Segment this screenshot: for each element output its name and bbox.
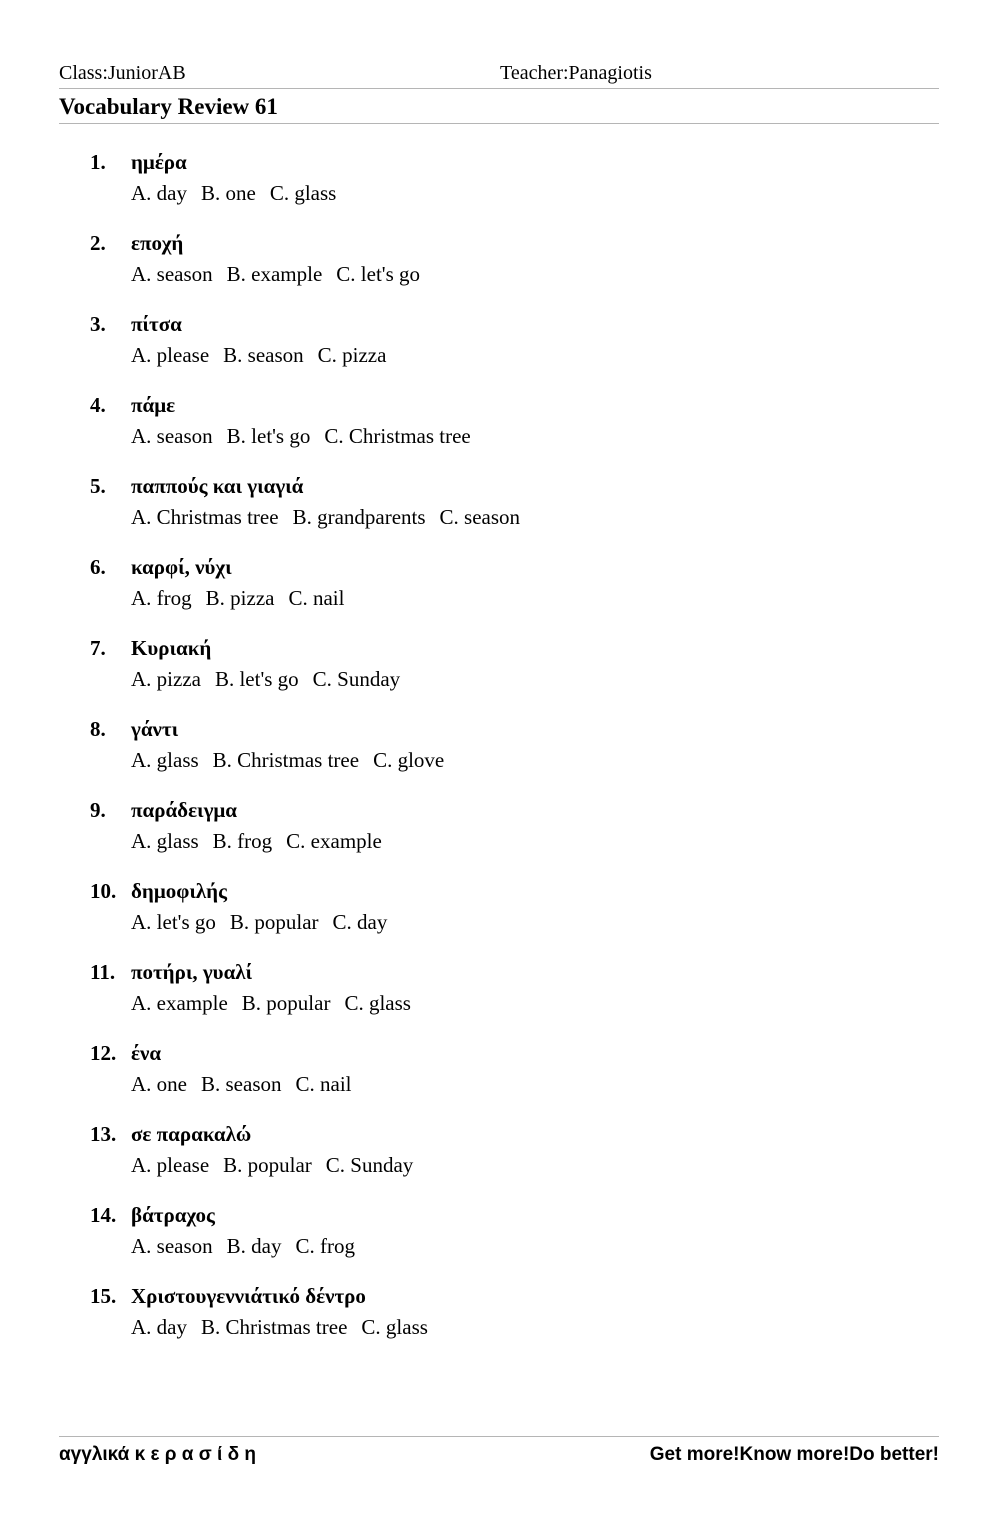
answer-options [131, 1153, 427, 1178]
question-number: 15. [90, 1284, 117, 1308]
answer-option[interactable]: B. pizza [205, 586, 275, 610]
answer-option[interactable]: A. example [131, 991, 228, 1015]
answer-option[interactable]: A. glass [131, 748, 199, 772]
question-word: ημέρα [131, 150, 187, 174]
answer-option[interactable]: A. season [131, 1234, 213, 1258]
answer-option[interactable]: B. day [226, 1234, 282, 1258]
answer-options [131, 910, 401, 935]
answer-option[interactable]: A. glass [131, 829, 199, 853]
answer-option[interactable]: C. glass [269, 181, 337, 205]
question-word: σε παρακαλώ [131, 1122, 252, 1146]
question-word: δημοφιλής [131, 879, 227, 903]
question-word: γάντι [131, 717, 179, 741]
question-word: παράδειγμα [131, 798, 238, 822]
question-word: πίτσα [131, 312, 182, 336]
answer-options [131, 181, 350, 206]
answer-options [131, 424, 485, 449]
answer-option[interactable]: C. Sunday [325, 1153, 414, 1177]
question-number: 9. [90, 798, 106, 822]
answer-option[interactable]: C. glove [373, 748, 445, 772]
question-number: 13. [90, 1122, 117, 1146]
answer-option[interactable]: B. grandparents [292, 505, 426, 529]
answer-option[interactable]: B. Christmas tree [212, 748, 360, 772]
question-item [90, 879, 910, 960]
answer-options [131, 1234, 369, 1259]
answer-options [131, 748, 458, 773]
teacher-label: Teacher:Panagiotis [500, 62, 652, 84]
question-word: Κυριακή [131, 636, 212, 660]
footer-slogan: Get more!Know more!Do better! [649, 1444, 939, 1465]
question-word: βάτραχος [131, 1203, 215, 1227]
answer-option[interactable]: B. popular [223, 1153, 312, 1177]
page-header [59, 62, 939, 89]
question-item [90, 150, 910, 231]
answer-option[interactable]: A. day [131, 1315, 187, 1339]
question-list [90, 150, 910, 1365]
question-number: 6. [90, 555, 106, 579]
question-number: 1. [90, 150, 106, 174]
answer-option[interactable]: C. let's go [336, 262, 420, 286]
answer-option[interactable]: C. pizza [317, 343, 387, 367]
question-word: καρφί, νύχι [131, 555, 232, 579]
question-number: 14. [90, 1203, 117, 1227]
question-word: ένα [131, 1041, 162, 1065]
question-item [90, 798, 910, 879]
question-number: 12. [90, 1041, 117, 1065]
answer-option[interactable]: A. season [131, 262, 213, 286]
answer-option[interactable]: B. one [201, 181, 256, 205]
answer-option[interactable]: C. example [286, 829, 382, 853]
question-item [90, 1284, 910, 1365]
question-word: εποχή [131, 231, 184, 255]
answer-option[interactable]: A. day [131, 181, 187, 205]
question-number: 4. [90, 393, 106, 417]
question-number: 10. [90, 879, 117, 903]
question-item [90, 960, 910, 1041]
answer-option[interactable]: B. popular [229, 910, 319, 934]
page-footer [59, 1436, 939, 1477]
question-number: 2. [90, 231, 106, 255]
question-item [90, 474, 910, 555]
answer-option[interactable]: C. day [332, 910, 388, 934]
question-item [90, 1122, 910, 1203]
answer-option[interactable]: A. season [131, 424, 213, 448]
answer-option[interactable]: A. one [131, 1072, 187, 1096]
question-number: 11. [90, 960, 116, 984]
question-item [90, 717, 910, 798]
answer-options [131, 343, 400, 368]
title-bar [59, 94, 939, 124]
answer-option[interactable]: B. let's go [214, 667, 299, 691]
question-word: Χριστουγεννιάτικό δέντρο [131, 1284, 366, 1308]
question-item [90, 393, 910, 474]
question-item [90, 636, 910, 717]
answer-option[interactable]: B. Christmas tree [201, 1315, 348, 1339]
answer-option[interactable]: C. season [439, 505, 521, 529]
answer-option[interactable]: B. let's go [226, 424, 311, 448]
answer-option[interactable]: B. frog [212, 829, 273, 853]
answer-option[interactable]: A. frog [131, 586, 192, 610]
answer-option[interactable]: B. season [223, 343, 304, 367]
answer-options [131, 1072, 366, 1097]
answer-options [131, 991, 425, 1016]
question-number: 7. [90, 636, 106, 660]
answer-option[interactable]: C. glass [361, 1315, 428, 1339]
answer-option[interactable]: A. please [131, 1153, 210, 1177]
answer-option[interactable]: C. glass [344, 991, 411, 1015]
question-item [90, 555, 910, 636]
footer-brand: αγγλικά κ ε ρ α σ ί δ η [59, 1444, 256, 1465]
answer-option[interactable]: A. let's go [131, 910, 216, 934]
answer-option[interactable]: C. Christmas tree [324, 424, 471, 448]
question-number: 8. [90, 717, 106, 741]
question-item [90, 1041, 910, 1122]
answer-options [131, 586, 358, 611]
answer-option[interactable]: C. frog [295, 1234, 355, 1258]
answer-options [131, 829, 396, 854]
answer-option[interactable]: C. Sunday [312, 667, 401, 691]
question-word: πάμε [131, 393, 176, 417]
answer-option[interactable]: B. popular [241, 991, 331, 1015]
answer-options [131, 262, 434, 287]
answer-option[interactable]: A. pizza [131, 667, 201, 691]
answer-option[interactable]: B. example [226, 262, 323, 286]
answer-option[interactable]: C. nail [295, 1072, 352, 1096]
question-number: 5. [90, 474, 106, 498]
class-label: Class:JuniorAB [59, 62, 186, 84]
answer-option[interactable]: B. season [201, 1072, 282, 1096]
answer-options [131, 505, 534, 530]
answer-options [131, 667, 414, 692]
question-word: ποτήρι, γυαλί [131, 960, 253, 984]
page-title: Vocabulary Review 61 [59, 94, 278, 119]
question-item [90, 312, 910, 393]
question-item [90, 231, 910, 312]
question-number: 3. [90, 312, 106, 336]
question-item [90, 1203, 910, 1284]
answer-option[interactable]: A. Christmas tree [131, 505, 279, 529]
question-word: παππούς και γιαγιά [131, 474, 304, 498]
answer-options [131, 1315, 442, 1340]
answer-option[interactable]: C. nail [288, 586, 345, 610]
answer-option[interactable]: A. please [131, 343, 210, 367]
